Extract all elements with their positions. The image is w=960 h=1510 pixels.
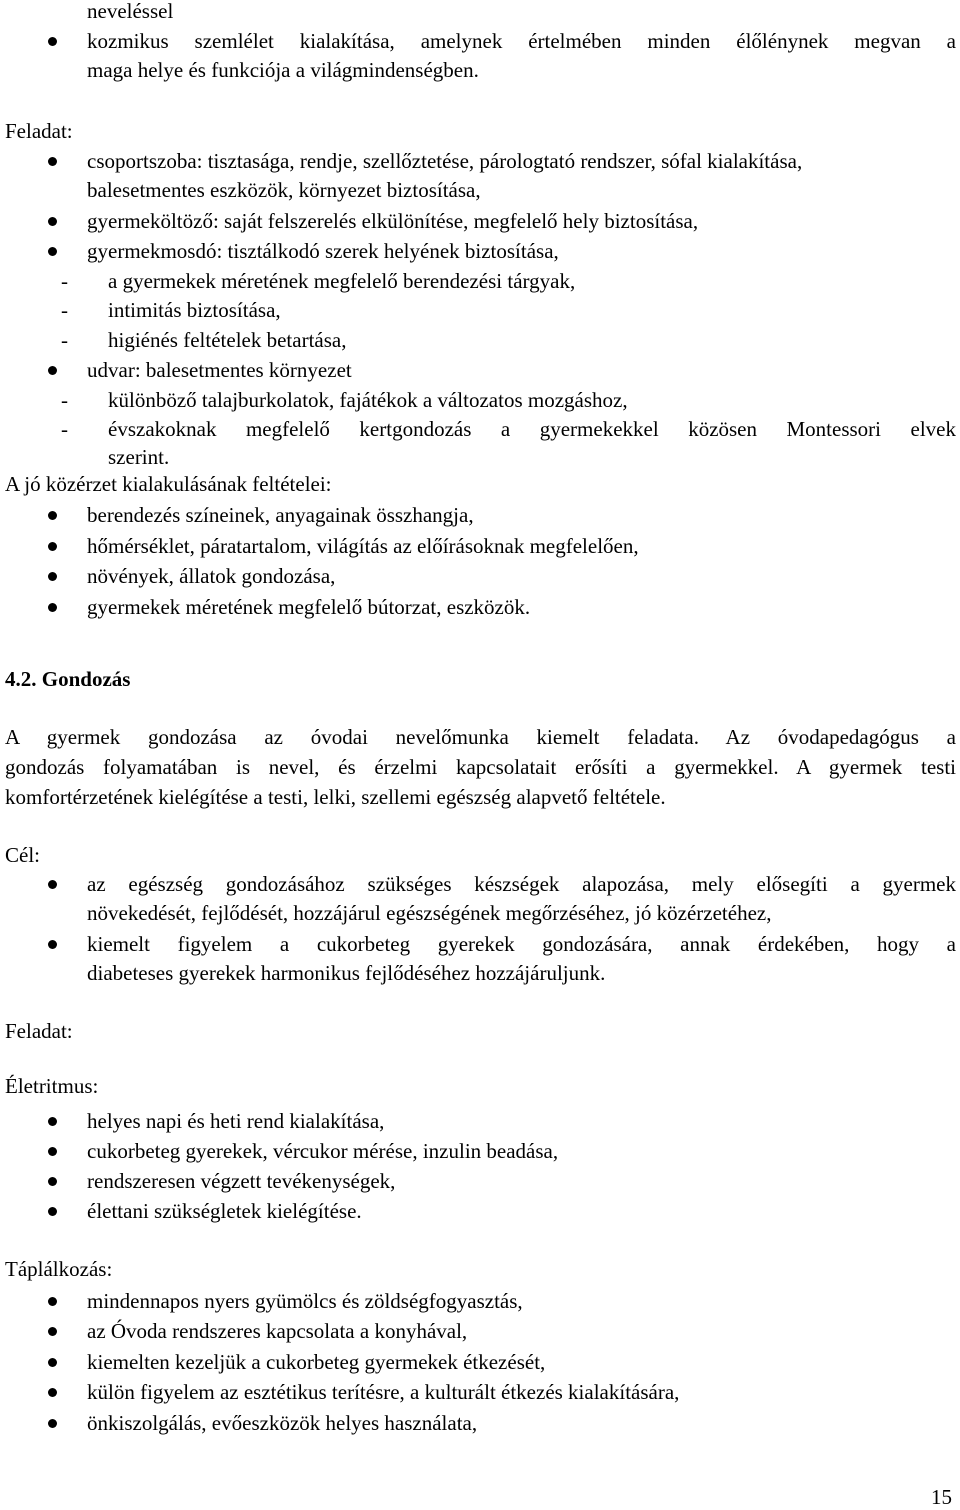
bullet-icon [48, 247, 57, 256]
list-item: higiénés feltételek betartása, [108, 328, 347, 352]
bullet-icon [48, 37, 57, 46]
paragraph-line: A gyermek gondozása az óvodai nevelőmunka kiemelt feladata. Az óvodapedagógus a [5, 725, 956, 749]
bullet-icon [48, 157, 57, 166]
bullet-icon [48, 1117, 57, 1126]
bullet-icon [48, 1177, 57, 1186]
list-item: az egészség gondozásához szükséges készségek alapozása, mely elősegíti a gyermek [87, 872, 956, 896]
list-item: balesetmentes eszközök, környezet biztosítása, [87, 178, 481, 202]
text-line: kozmikus szemlélet kialakítása, amelynek értelmében minden élőlénynek megvan a [87, 29, 956, 53]
list-item: a gyermekek méretének megfelelő berendezési tárgyak, [108, 269, 576, 293]
bullet-icon [48, 217, 57, 226]
list-item: szerint. [108, 445, 170, 469]
list-item: kiemelt figyelem a cukorbeteg gyerekek gondozására, annak érdekében, hogy a [87, 932, 956, 956]
bullet-icon [48, 1207, 57, 1216]
list-item: élettani szükségletek kielégítése. [87, 1199, 362, 1223]
list-item: növények, állatok gondozása, [87, 564, 336, 588]
dash-marker: - [61, 269, 68, 293]
list-item: cukorbeteg gyerekek, vércukor mérése, inzulin beadása, [87, 1139, 559, 1163]
list-item: különböző talajburkolatok, fajátékok a változatos mozgáshoz, [108, 388, 628, 412]
list-item: kiemelten kezeljük a cukorbeteg gyermekek étkezését, [87, 1350, 546, 1374]
list-item: diabeteses gyerekek harmonikus fejlődéséhez hozzájáruljunk. [87, 961, 606, 985]
list-item: gyermekek méretének megfelelő bútorzat, eszközök. [87, 595, 531, 619]
bullet-icon [48, 1327, 57, 1336]
bullet-icon [48, 1358, 57, 1367]
section-label: Életritmus: [5, 1074, 99, 1098]
list-item: csoportszoba: tisztasága, rendje, szellőztetése, párologtató rendszer, sófal kialakítása, [87, 149, 803, 173]
dash-marker: - [61, 298, 68, 322]
bullet-icon [48, 940, 57, 949]
paragraph-line: gondozás folyamatában is nevel, és érzelmi kapcsolatait erősíti a gyermekkel. A gyermek testi [5, 755, 956, 779]
dash-marker: - [61, 417, 68, 441]
list-item: növekedését, fejlődését, hozzájárul egészségének megőrzéséhez, jó közérzetéhez, [87, 901, 772, 925]
section-label: Cél: [5, 843, 40, 867]
bullet-icon [48, 603, 57, 612]
section-heading: 4.2. Gondozás [5, 667, 131, 691]
dash-marker: - [61, 328, 68, 352]
bullet-icon [48, 1147, 57, 1156]
bullet-icon [48, 1297, 57, 1306]
list-item: gyermekmosdó: tisztálkodó szerek helyének biztosítása, [87, 239, 559, 263]
dash-marker: - [61, 388, 68, 412]
list-item: az Óvoda rendszeres kapcsolata a konyhával, [87, 1319, 468, 1343]
list-item: helyes napi és heti rend kialakítása, [87, 1109, 385, 1133]
bullet-icon [48, 880, 57, 889]
list-item: intimitás biztosítása, [108, 298, 281, 322]
page-number: 15 [931, 1485, 952, 1509]
section-label: Táplálkozás: [5, 1257, 113, 1281]
text-line: maga helye és funkciója a világmindenségben. [87, 58, 479, 82]
section-label: Feladat: [5, 1019, 73, 1043]
bullet-icon [48, 511, 57, 520]
section-label: A jó közérzet kialakulásának feltételei: [5, 472, 332, 496]
bullet-icon [48, 1388, 57, 1397]
list-item: önkiszolgálás, evőeszközök helyes használata, [87, 1411, 478, 1435]
list-item: berendezés színeinek, anyagainak összhangja, [87, 503, 474, 527]
bullet-icon [48, 542, 57, 551]
bullet-icon [48, 366, 57, 375]
list-item: külön figyelem az esztétikus terítésre, a kulturált étkezés kialakítására, [87, 1380, 680, 1404]
list-item: udvar: balesetmentes környezet [87, 358, 352, 382]
list-item: rendszeresen végzett tevékenységek, [87, 1169, 396, 1193]
paragraph-line: komfortérzetének kielégítése a testi, lelki, szellemi egészség alapvető feltétele. [5, 785, 666, 809]
bullet-icon [48, 572, 57, 581]
text-line: neveléssel [87, 0, 174, 23]
list-item: évszakoknak megfelelő kertgondozás a gyermekekkel közösen Montessori elvek [108, 417, 956, 441]
list-item: hőmérséklet, páratartalom, világítás az előírásoknak megfelelően, [87, 534, 639, 558]
section-label: Feladat: [5, 119, 73, 143]
bullet-icon [48, 1419, 57, 1428]
list-item: mindennapos nyers gyümölcs és zöldségfogyasztás, [87, 1289, 523, 1313]
list-item: gyermeköltöző: saját felszerelés elkülönítése, megfelelő hely biztosítása, [87, 209, 699, 233]
